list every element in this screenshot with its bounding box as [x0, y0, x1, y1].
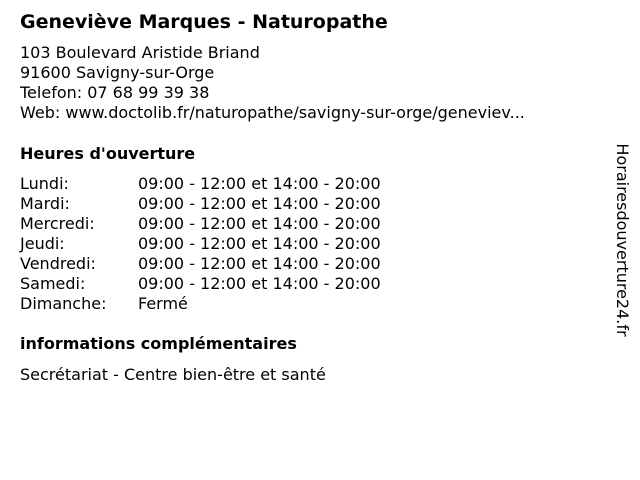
day-label: Vendredi: — [20, 254, 96, 273]
day-label: Mercredi: — [20, 214, 95, 233]
hours-row-tuesday — [20, 194, 381, 214]
hours-row-monday — [20, 174, 381, 194]
opening-hours-heading: Heures d'ouverture — [20, 144, 196, 163]
business-name: Geneviève Marques - Naturopathe — [20, 11, 388, 33]
day-label: Jeudi: — [20, 234, 65, 253]
hours-row-wednesday — [20, 214, 381, 234]
day-label: Mardi: — [20, 194, 70, 213]
day-label: Dimanche: — [20, 294, 107, 313]
address-line-street: 103 Boulevard Aristide Briand — [20, 43, 260, 62]
additional-info-text: Secrétariat - Centre bien-être et santé — [20, 365, 326, 384]
day-hours: 09:00 - 12:00 et 14:00 - 20:00 — [138, 174, 381, 193]
day-hours: 09:00 - 12:00 et 14:00 - 20:00 — [138, 194, 381, 213]
day-label: Lundi: — [20, 174, 69, 193]
day-hours: 09:00 - 12:00 et 14:00 - 20:00 — [138, 254, 381, 273]
day-hours: Fermé — [138, 294, 188, 313]
business-info — [20, 43, 525, 123]
hours-row-friday — [20, 254, 381, 274]
hours-row-thursday — [20, 234, 381, 254]
day-hours: 09:00 - 12:00 et 14:00 - 20:00 — [138, 214, 381, 233]
day-label: Samedi: — [20, 274, 86, 293]
day-hours: 09:00 - 12:00 et 14:00 - 20:00 — [138, 234, 381, 253]
additional-info-heading: informations complémentaires — [20, 334, 297, 353]
day-hours: 09:00 - 12:00 et 14:00 - 20:00 — [138, 274, 381, 293]
website: Web: www.doctolib.fr/naturopathe/savigny-sur-orge/geneviev... — [20, 103, 525, 122]
address-line-city: 91600 Savigny-sur-Orge — [20, 63, 215, 82]
hours-row-sunday — [20, 294, 381, 314]
hours-row-saturday — [20, 274, 381, 294]
phone-number: Telefon: 07 68 99 39 38 — [20, 83, 210, 102]
site-watermark: Horairesdouverture24.fr — [613, 143, 632, 337]
opening-hours-table — [20, 174, 381, 314]
